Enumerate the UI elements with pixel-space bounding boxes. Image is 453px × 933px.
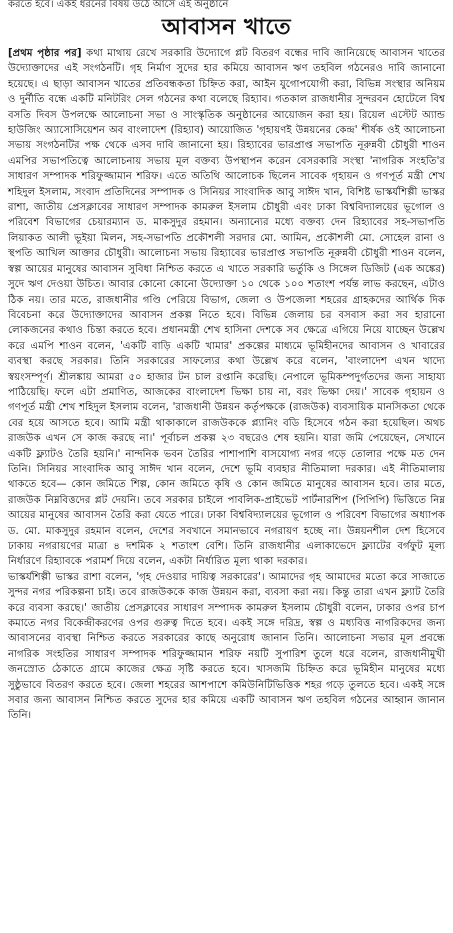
article-headline: আবাসন খাতে [161, 15, 292, 40]
paragraph-text: কথা মাথায় রেখে সরকারি উদ্যোগে প্লট বিতরণ বন্ধের দাবি জানিয়েছে আবাসন খাতের উদ্যোক্তাদের এই সংগঠনটি। গৃহ নির্মাণ সুদের হার কমিয়ে আবাসন ঋণ তহবিল গঠনেরও দাবি জানানো হয়েছে। এ ছাড়া আবাসন খাতের প্রতিবন্ধকতা চিহ্নিত করা, আইন যুগোপযোগী করা, বিভিন্ন সংস্থার অনিয়ম ও দুর্নীতি বন্ধে একটি মনিটরিং সেল গঠনের কথা বলেছে রিহ্যাব। গতকাল রাজধানীর সুন্দরবন হোটেলে বিশ্ব বসতি দিবস উপলক্ষে আলোচনা সভা ও সাংস্কৃতিক অনুষ্ঠানের আয়োজন করা হয়। রিয়েল এস্টেট অ্যান্ড হাউজিং অ্যাসোসিয়েশন অব বাংলাদেশ (রিহ্যাব) আয়োজিত 'গৃহায়ণই উন্নয়নের কেন্দ্র' শীর্ষক ওই আলোচনা সভায় সংগঠনটির পক্ষ থেকে এসব দাবি জানানো হয়। রিহ্যাবের ভারপ্রাপ্ত সভাপতি নূরুন্নবী চৌধুরী শাওন এমপির সভাপতিত্বে আলোচনায় সভায় মূল বক্তব্য উপস্থাপন করেন বেসরকারি সংস্থা 'নাগরিক সংহতি'র সাধারণ সম্পাদক শরিফুজ্জামান শরিফ। এতে অতিথি আলোচক ছিলেন সাবেক গৃহায়ন ও গণপূর্ত মন্ত্রী শেখ শহিদুল ইসলাম, সংবাদ প্রতিদিনের সম্পাদক ও সিনিয়র সাংবাদিক আবু সাঈদ খান, বিশিষ্ট ভাস্কর্যশিল্পী ভাস্কর রাশা, জাতীয় প্রেসক্লাবের সাধারণ সম্পাদক কামরুল ইসলাম চৌধুরী এবং ঢাকা বিশ্ববিদ্যালয়ের ভূগোল ও পরিবেশ বিভাগের চেয়ারম্যান ড. মাকসুদুর রহমান। অন্যান্যের মধ্যে বক্তব্য দেন রিহ্যাবের সহ-সভাপতি লিয়াকত আলী ভূইয়া মিলন, সহ-সভাপতি প্রকৌশলী সরদার মো. আমিন, প্রকৌশলী মো. সোহেল রানা ও স্থপতি আখিল আক্তার চৌধুরী। আলোচনা সভায় রিহ্যাবের ভারপ্রাপ্ত সভাপতি নূরুন্নবী চৌধুরী শাওন বলেন, স্বল্প আয়ের মানুষের আবাসন সুবিধা নিশ্চিত করতে এ খাতে সরকারি ভর্তুকি ও সিঙ্গেল ডিজিট (এক অঙ্কের) সুদে ঋণ দেওয়া উচিত। আবার কোনো কোনো উদ্যোক্তা ১০ থেকে ১০০ শতাংশ পর্যন্ত লাভ করছেন, এটাও ঠিক নয়। তার মতে, রাজধানীর গণ্ডি পেরিয়ে বিভাগ, জেলা ও উপজেলা শহরের গ্রাহকদের আর্থিক দিক বিবেচনা করে উদ্যোক্তাদের আবাসন প্রকল্প নিতে হবে। বিভিন্ন জেলায় চর বসবাস করা সব হারানো লোকজনের কথাও চিন্তা করতে হবে। প্রধানমন্ত্রী শেখ হাসিনা দেশকে সব ক্ষেত্রে এগিয়ে নিয়ে যাচ্ছেন উল্লেখ করে এমপি শাওন বলেন, 'একটি বাড়ি একটি খামার' প্রকল্পের মাধ্যমে ভূমিহীনদের আবাসন ও খাবারের ব্যবস্থা করছে সরকার। তিনি সরকারের সাফল্যের কথা উল্লেখ করে বলেন, 'বাংলাদেশ এখন খাদ্যে স্বয়ংসম্পূর্ণ। শ্রীলঙ্কায় আমরা ৫০ হাজার টন চাল রপ্তানি করেছি। নেপালে ভূমিকম্পদুর্গতদের জন্য সাহায্য পাঠিয়েছি। ফলে এটা প্রমাণিত, আজকের বাংলাদেশ ভিক্ষা চায় না, বরং ভিক্ষা দেয়।' সাবেক গৃহায়ন ও গণপূর্ত মন্ত্রী শেখ শহিদুল ইসলাম বলেন, 'রাজধানী উন্নয়ন কর্তৃপক্ষকে (রাজউক) ব্যবসায়িক মানসিকতা থেকে বের হয়ে আসতে হবে। আমি মন্ত্রী থাকাকালে রাজউককে প্ল্যানিং বডি হিসেবে গঠন করা হয়েছিল। অথচ রাজউক এখন সে কাজ করছে না।' পূর্বাচল প্রকল্প ২৩ বছরেও শেষ হয়নি। যারা জমি পেয়েছেন, সেখানে একটি ফ্ল্যাটও তৈরি হয়নি।' নান্দনিক ভবন তৈরির পাশাপাশি বাসযোগ্য নগর গড়ে তোলার পক্ষে মত দেন তিনি। সিনিয়র সাংবাদিক আবু সাঈদ খান বলেন, দেশে ভূমি ব্যবহার নীতিমালা দরকার। এই নীতিমালায় থাকতে হবে— কোন জমিতে শিল্প, কোন জমিতে কৃষি ও কোন জমিতে মানুষের আবাসন হবে। তার মতে, রাজউক নিম্নবিত্তদের প্লট দেয়নি। তবে সরকার চাইলে পাবলিক-প্রাইভেট পার্টনারশিপ (পিপিপি) ভিত্তিতে নিম্ন আয়ের মানুষের আবাসন তৈরি করা যেতে পারে। ঢাকা বিশ্ববিদ্যালয়ের ভূগোল ও পরিবেশ বিভাগের অধ্যাপক ড. মো. মাকসুদুর রহমান বলেন, দেশের সবখানে সমানভাবে নগরায়ণ হচ্ছে না। উন্নয়নশীল দেশ হিসেবে ঢাকায় নগরায়ণের মাত্রা ৪ দশমিক ২ শতাংশ বেশি। তিনি রাজধানীর এলাকাভেদে ফ্ল্যাটের বর্গফুট মূল্য নির্ধারণে রিহ্যাবকে পরামর্শ দিয়ে বলেন, একটা নির্ধারিত মূল্য থাকা দরকার। [8, 48, 445, 568]
continuation-label: [প্রথম পৃষ্ঠার পর] [8, 48, 82, 59]
article-paragraph-2: ভাস্কর্যশিল্পী ভাস্কর রাশা বলেন, 'গৃহ দেওয়ার দায়িত্ব সরকারের'। আমাদের গৃহ আমাদের মতো করে সাজাতে সুন্দর নগর পরিকল্পনা চাই। তবে রাজউককে কাজ উন্নয়ন করা, ব্যবসা করা নয়। কিন্তু তারা এখন ফ্ল্যাট তৈরি করে ব্যবসা করছে।' জাতীয় প্রেসক্লাবের সাধারণ সম্পাদক কামরুল ইসলাম চৌধুরী বলেন, ঢাকার ওপর চাপ কমাতে নগর বিকেন্দ্রীকরণের ওপর গুরুত্ব দিতে হবে। একই সঙ্গে দরিদ্র, স্বল্প ও মধ্যবিত্ত নাগরিকদের জন্য আবাসনের ব্যবস্থা নিশ্চিত করতে সরকারের কাছে অনুরোধ জানান তিনি। আলোচনা সভার মূল প্রবন্ধে নাগরিক সংহতির সাধারণ সম্পাদক শরিফুজ্জামান শরিফ নয়টি সুপারিশ তুলে ধরে বলেন, রাজধানীমুখী জনস্রোত ঠেকাতে গ্রামে কাজের ক্ষেত্র সৃষ্টি করতে হবে। খাসজমি চিহ্নিত করে ভূমিহীন মানুষের মধ্যে সুষ্ঠুভাবে বিতরণ করতে হবে। জেলা শহরের আশপাশে কমিউনিটিভিত্তিক শহর গড়ে তুলতে হবে। একই সঙ্গে সবার জন্য আবাসন নিশ্চিত করতে সুদের হার কমিয়ে একটি আবাসন ঋণ তহবিল গঠনের আহ্বান জানান তিনি। [8, 571, 445, 722]
cropped-top-line: করতে হবে। একই ধরনের বিষয় উঠে আসে এই অনুষ্ঠানে [8, 0, 229, 10]
article-body [8, 46, 445, 724]
article-paragraph-1 [8, 46, 445, 570]
